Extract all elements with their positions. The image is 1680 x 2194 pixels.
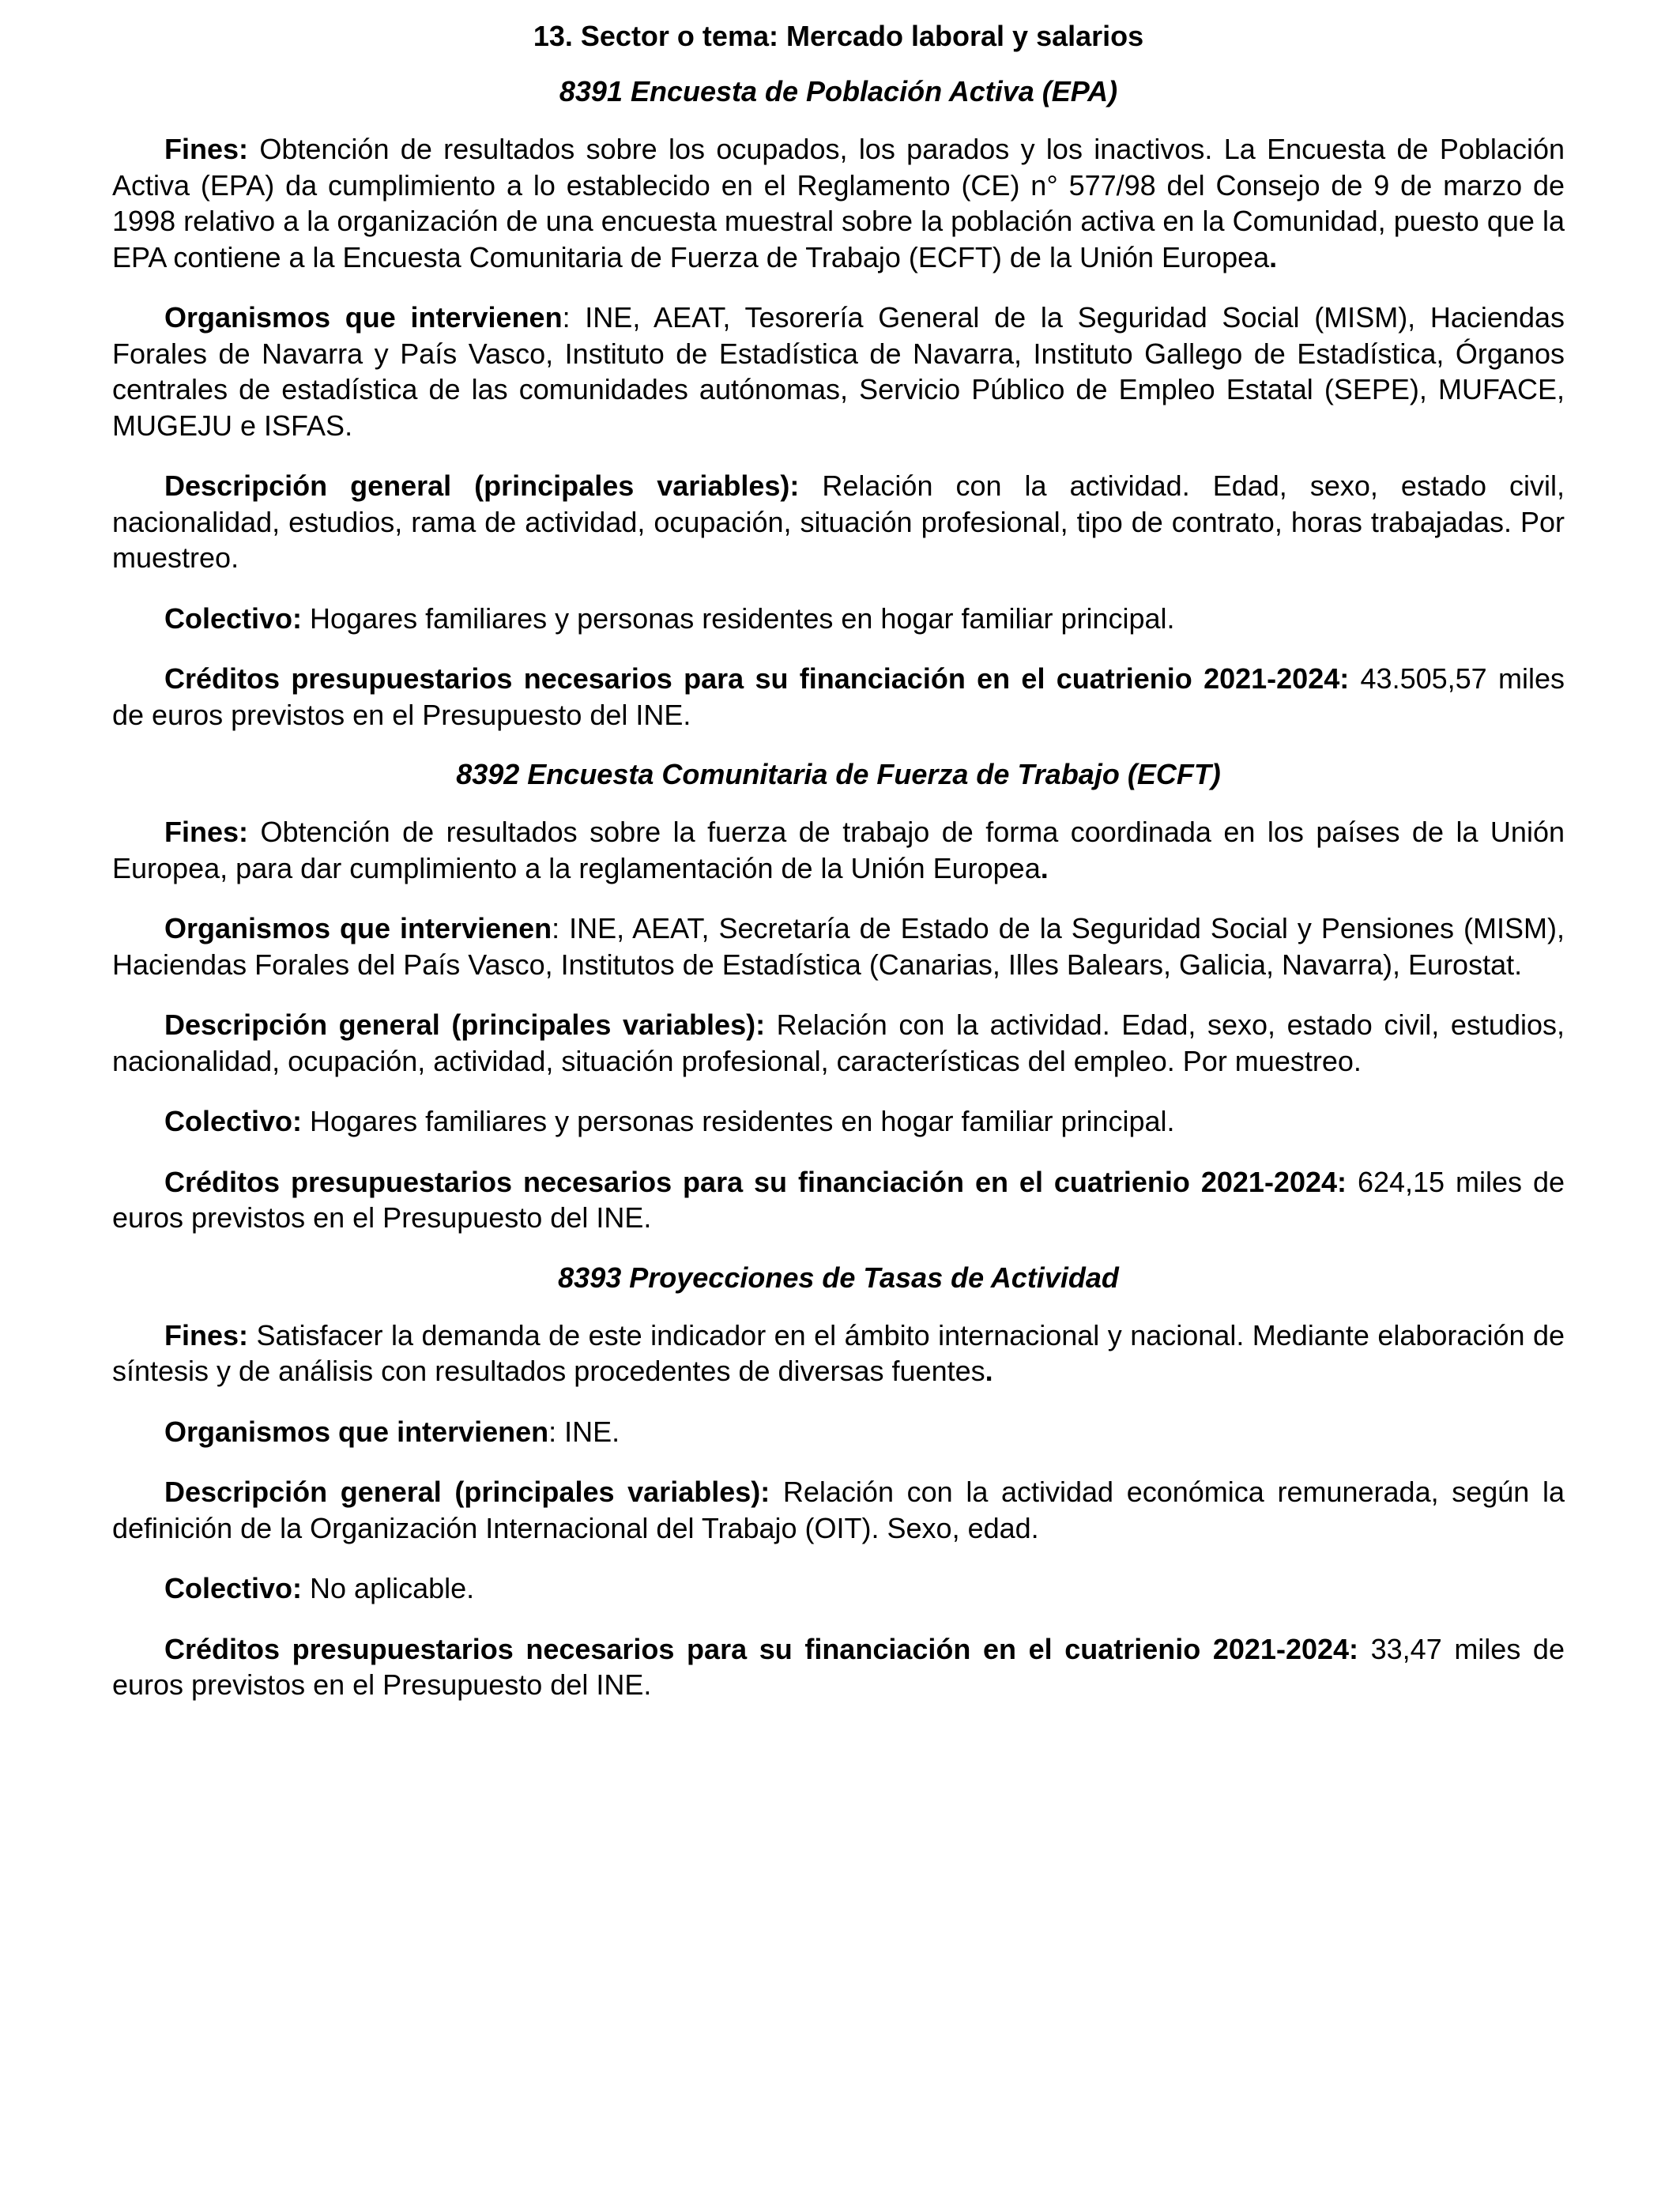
paragraph-descripcion <box>112 1474 1565 1546</box>
paragraph-label: Fines: <box>164 133 249 165</box>
sector-title: 13. Sector o tema: Mercado laboral y salarios <box>533 20 1144 52</box>
paragraph-text: Relación con la actividad. Edad, sexo, estado civil, estudios, nacionalidad, ocupación, actividad, situación profesional, características del empleo. Por muestreo. <box>112 1008 1565 1077</box>
paragraph-text: Obtención de resultados sobre los ocupados, los parados y los inactivos. La Encuesta de Población Activa (EPA) da cumplimiento a lo establecido en el Reglamento (CE) n° 577/98 del Consejo de 9 de marzo de 1998 relativo a la organización de una encuesta muestral sobre la población activa en la Comunidad, puesto que la EPA contiene a la Encuesta Comunitaria de Fuerza de Trabajo (ECFT) de la Unión Europea <box>112 133 1565 273</box>
paragraph-organismos <box>112 300 1565 443</box>
paragraph-colectivo <box>112 601 1565 637</box>
paragraph-organismos <box>112 1414 1565 1450</box>
paragraph-label: Descripción general (principales variables): <box>164 1476 770 1508</box>
operation-section <box>112 74 1565 733</box>
paragraph-text: Hogares familiares y personas residentes en hogar familiar principal. <box>302 601 1175 635</box>
paragraph-fines <box>112 814 1565 886</box>
paragraph-label: Organismos que intervienen <box>164 1415 549 1448</box>
paragraph-colectivo <box>112 1103 1565 1140</box>
paragraph-label: Colectivo: <box>164 1105 303 1137</box>
operation-title: 8392 Encuesta Comunitaria de Fuerza de Trabajo (ECFT) <box>456 758 1221 790</box>
paragraph-end: . <box>985 1355 993 1387</box>
paragraph-text: : INE. <box>548 1415 620 1448</box>
document-page <box>112 0 1565 1728</box>
paragraph-text: Relación con la actividad. Edad, sexo, estado civil, nacionalidad, estudios, rama de actividad, ocupación, situación profesional, tipo de contrato, horas trabajadas. Por muestreo. <box>112 469 1565 574</box>
paragraph-text: : INE, AEAT, Secretaría de Estado de la Seguridad Social y Pensiones (MISM), Haciendas Forales del País Vasco, Institutos de Estadística (Canarias, Illes Balears, Galicia, Navarra), Eurostat. <box>112 912 1565 981</box>
operation-title: 8391 Encuesta de Población Activa (EPA) <box>559 75 1118 107</box>
paragraph-descripcion <box>112 468 1565 576</box>
paragraph-label: Organismos que intervienen <box>164 301 563 334</box>
paragraph-text: Relación con la actividad económica remunerada, según la definición de la Organización Internacional del Trabajo (OIT). Sexo, edad. <box>112 1476 1565 1544</box>
paragraph-organismos <box>112 910 1565 982</box>
operation-section <box>112 1261 1565 1703</box>
paragraph-label: Fines: <box>164 816 249 848</box>
paragraph-colectivo <box>112 1570 1565 1607</box>
operation-title: 8393 Proyecciones de Tasas de Actividad <box>558 1261 1119 1294</box>
paragraph-creditos <box>112 1164 1565 1236</box>
paragraph-fines <box>112 131 1565 275</box>
paragraph-label: Créditos presupuestarios necesarios para su financiación en el cuatrienio 2021-2024: <box>164 662 1350 695</box>
paragraph-text: : INE, AEAT, Tesorería General de la Seguridad Social (MISM), Haciendas Forales de Navarra y País Vasco, Instituto de Estadística de Navarra, Instituto Gallego de Estadística, Órganos centrales de estadística de las comunidades autónomas, Servicio Público de Empleo Estatal (SEPE), MUFACE, MUGEJU e ISFAS. <box>112 301 1565 442</box>
paragraph-label: Créditos presupuestarios necesarios para su financiación en el cuatrienio 2021-2024: <box>164 1632 1359 1665</box>
paragraph-text: 33,47 miles de euros previstos en el Presupuesto del INE. <box>112 1632 1565 1701</box>
paragraph-text: 624,15 miles de euros previstos en el Presupuesto del INE. <box>112 1165 1565 1234</box>
paragraph-end: . <box>1040 851 1049 884</box>
paragraph-label: Descripción general (principales variables): <box>164 469 800 502</box>
paragraph-label: Créditos presupuestarios necesarios para su financiación en el cuatrienio 2021-2024: <box>164 1165 1347 1198</box>
paragraph-creditos <box>112 1631 1565 1703</box>
paragraph-label: Descripción general (principales variables): <box>164 1008 766 1041</box>
paragraph-label: Fines: <box>164 1318 249 1351</box>
paragraph-text: 43.505,57 miles de euros previstos en el Presupuesto del INE. <box>112 662 1565 731</box>
paragraph-creditos <box>112 661 1565 733</box>
paragraph-label: Colectivo: <box>164 1572 303 1604</box>
paragraph-descripcion <box>112 1007 1565 1079</box>
paragraph-text: No aplicable. <box>302 1572 475 1604</box>
paragraph-fines <box>112 1318 1565 1389</box>
paragraph-end: . <box>1269 240 1278 273</box>
paragraph-text: Hogares familiares y personas residentes en hogar familiar principal. <box>302 1105 1175 1137</box>
operation-section <box>112 757 1565 1236</box>
paragraph-text: Satisfacer la demanda de este indicador en el ámbito internacional y nacional. Mediante elaboración de síntesis y de análisis con resultados procedentes de diversas fuentes <box>112 1318 1565 1387</box>
paragraph-text: Obtención de resultados sobre la fuerza de trabajo de forma coordinada en los países de la Unión Europea, para dar cumplimiento a la reglamentación de la Unión Europea <box>112 816 1565 884</box>
paragraph-label: Colectivo: <box>164 601 303 635</box>
paragraph-label: Organismos que intervienen <box>164 912 552 944</box>
